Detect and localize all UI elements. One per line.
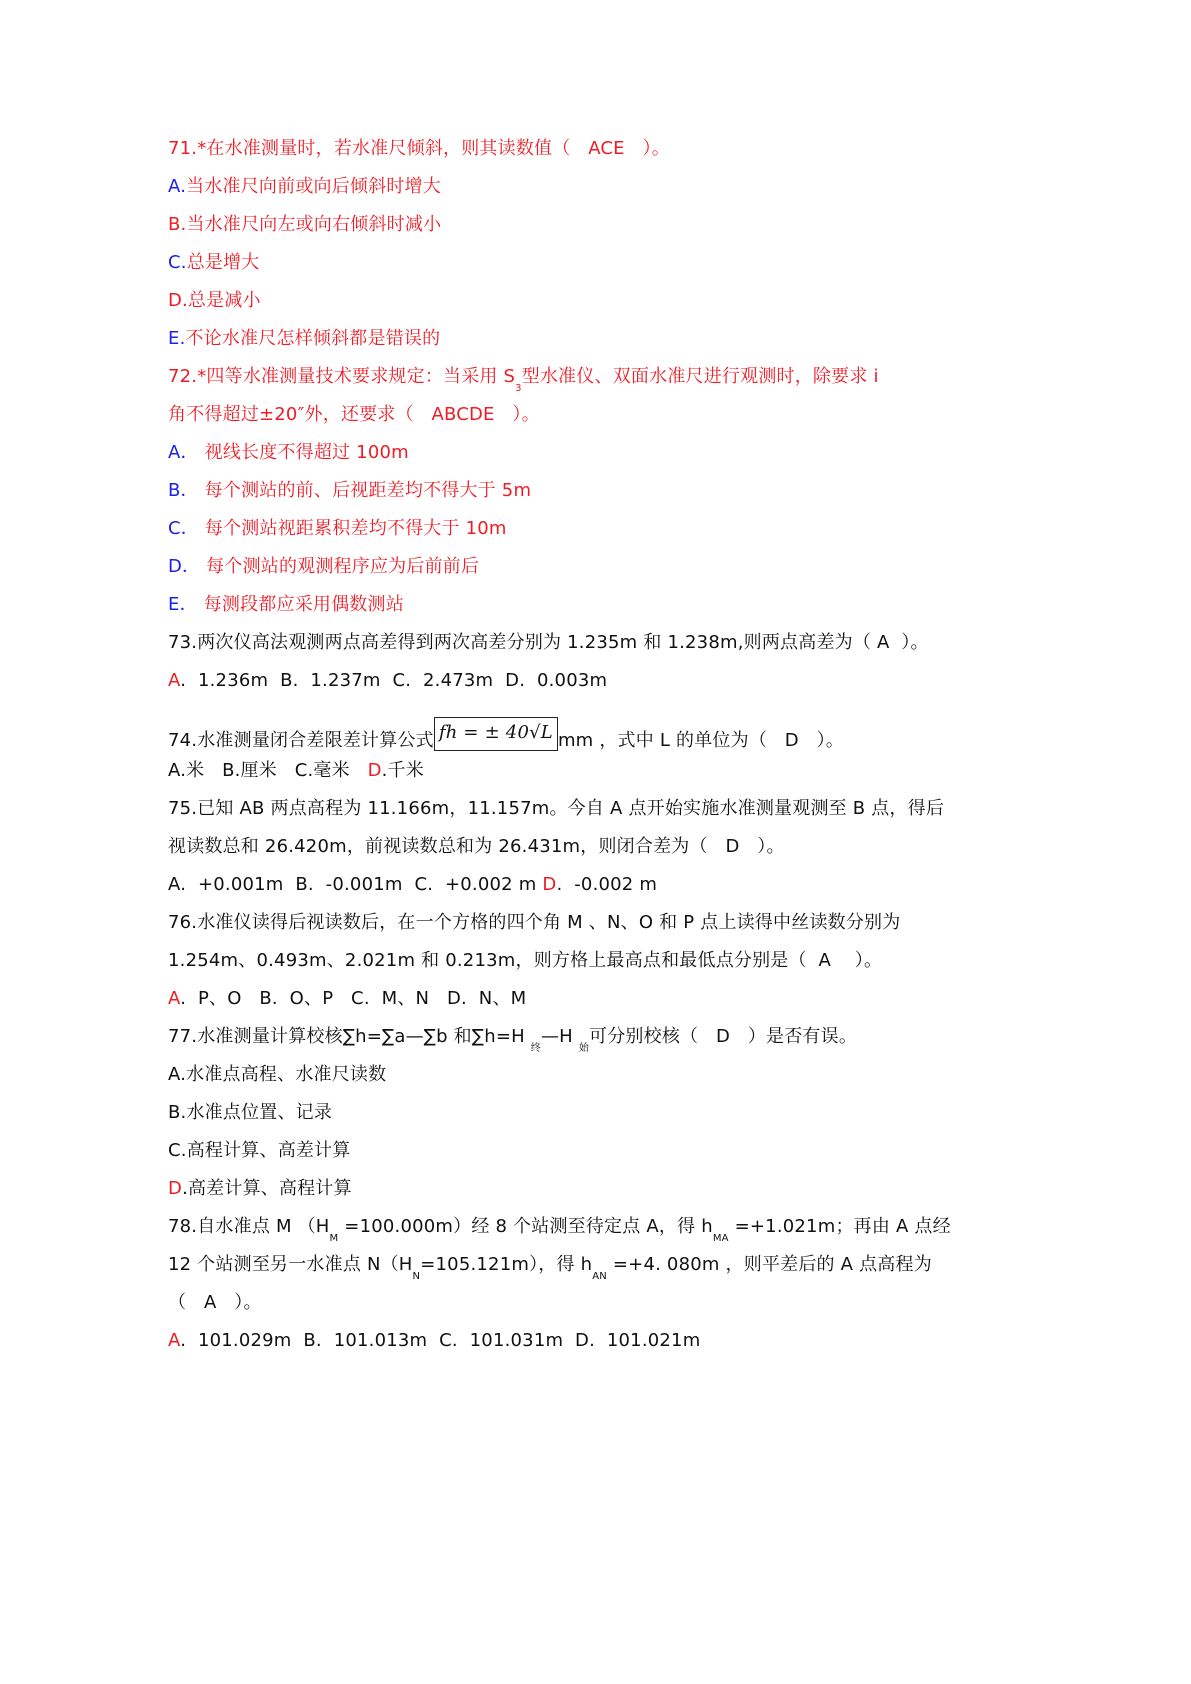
subscript: AN (592, 1271, 607, 1282)
text-line (168, 213, 1028, 251)
text-segment: A.米 B.厘米 C.毫米 (168, 760, 368, 781)
text-segment: .高差计算、高程计算 (182, 1178, 352, 1199)
text-line (168, 441, 1028, 479)
text-line (168, 175, 1028, 213)
text-line (168, 1329, 1028, 1367)
subscript: M (329, 1233, 339, 1244)
text-line (168, 403, 1028, 441)
text-segment: .千米 (381, 760, 424, 781)
text-segment: 1.254m、0.493m、2.021m 和 0.213m，则方格上最高点和最低点分别是（ A ）。 (168, 950, 883, 971)
text-segment: E. (168, 328, 186, 349)
text-line (168, 797, 1028, 835)
text-segment: 76.水准仪读得后视读数后，在一个方格的四个角 M 、N、O 和 P 点上读得中丝读数分别为 (168, 912, 901, 933)
text-line (168, 1177, 1028, 1215)
text-segment: B． (168, 480, 199, 501)
text-segment: 当水准尺向前或向后倾斜时增大 (186, 176, 441, 197)
text-segment: D (542, 874, 557, 895)
text-line (168, 479, 1028, 517)
text-line (168, 593, 1028, 631)
text-segment: . -0.002 m (556, 874, 658, 895)
text-segment: A (168, 988, 181, 1009)
text-segment: D (168, 1178, 183, 1199)
text-segment: =+1.021m；再由 A 点经 (728, 1216, 951, 1237)
text-line (168, 1215, 1028, 1253)
text-segment: 74.水准测量闭合差限差计算公式 (168, 730, 434, 751)
subscript: 3 (515, 383, 522, 394)
text-segment: B.水准点位置、记录 (168, 1102, 333, 1123)
text-segment: A. +0.001m B. -0.001m C. +0.002 m (168, 874, 543, 895)
text-segment: A (168, 670, 181, 691)
text-segment: =100.000m）经 8 个站测至待定点 A，得 h (338, 1216, 713, 1237)
text-segment: =+4. 080m ，则平差后的 A 点高程为 (606, 1254, 932, 1275)
text-line (168, 911, 1028, 949)
text-segment: C.高程计算、高差计算 (168, 1140, 351, 1161)
text-segment: 视读数总和 26.420m，前视读数总和为 26.431m，则闭合差为（ D ）。 (168, 836, 785, 857)
text-line (168, 517, 1028, 555)
text-line (168, 555, 1028, 593)
document-body (168, 137, 1028, 1367)
text-segment: 78.自水准点 M （H (168, 1216, 330, 1237)
text-line (168, 987, 1028, 1025)
text-line (168, 365, 1028, 403)
text-line (168, 759, 1028, 797)
text-segment: =105.121m），得 h (420, 1254, 593, 1275)
text-segment: B.当水准尺向左或向右倾斜时减小 (168, 214, 442, 235)
text-segment: A (168, 1330, 181, 1351)
text-segment: 72.*四等水准测量技术要求规定：当采用 S (168, 366, 516, 387)
text-line (168, 327, 1028, 365)
text-line (168, 1253, 1028, 1291)
formula-box: fh = ± 40√L (434, 717, 558, 751)
text-line (168, 1101, 1028, 1139)
text-line (168, 1025, 1028, 1063)
text-line (168, 631, 1028, 669)
text-segment: 视线长度不得超过 100m (198, 442, 409, 463)
text-segment: C. (168, 252, 187, 273)
text-segment: D.总是减小 (168, 290, 261, 311)
subscript: N (412, 1271, 421, 1282)
text-segment: D (367, 760, 382, 781)
text-line (168, 251, 1028, 289)
text-segment: 不论水准尺怎样倾斜都是错误的 (185, 328, 441, 349)
text-segment: 每测段都应采用偶数测站 (197, 594, 404, 615)
text-segment: （ A ）。 (168, 1292, 262, 1313)
text-segment: . 101.029m B. 101.013m C. 101.031m D. 101.021m (180, 1330, 701, 1351)
text-line (168, 289, 1028, 327)
text-line (168, 873, 1028, 911)
text-segment: 可分别校核（ D ）是否有误。 (589, 1026, 858, 1047)
text-line (168, 717, 1028, 759)
text-segment: A.水准点高程、水准尺读数 (168, 1064, 387, 1085)
text-segment: . 1.236m B. 1.237m C. 2.473m D. 0.003m (180, 670, 608, 691)
text-segment: 型水准仪、双面水准尺进行观测时，除要求 i (521, 366, 879, 387)
text-line (168, 137, 1028, 175)
text-segment: C． (168, 518, 199, 539)
text-segment: 总是增大 (186, 252, 260, 273)
text-line (168, 1291, 1028, 1329)
text-segment: 73.两次仪高法观测两点高差得到两次高差分别为 1.235m 和 1.238m,则两点高差为（ A ）。 (168, 632, 929, 653)
text-segment: D． (168, 556, 201, 577)
text-segment: 角不得超过±20″外，还要求（ ABCDE ）。 (168, 404, 540, 425)
text-segment: 77.水准测量计算校核∑h=∑a—∑b 和∑h=H (168, 1026, 531, 1047)
text-segment: E． (168, 594, 198, 615)
text-segment: A. (168, 176, 187, 197)
subscript: 终 (530, 1043, 541, 1054)
subscript: 始 (578, 1043, 590, 1054)
text-segment: 75.已知 AB 两点高程为 11.166m，11.157m。今自 A 点开始实施水准测量观测至 B 点，得后 (168, 798, 945, 819)
text-line (168, 1139, 1028, 1177)
text-segment: 71.*在水准测量时，若水准尺倾斜，则其读数值（ ACE ）。 (168, 138, 670, 159)
text-segment: 每个测站视距累积差均不得大于 10m (198, 518, 507, 539)
text-segment: . P、O B. O、P C. M、N D. N、M (180, 988, 527, 1009)
text-segment: 12 个站测至另一水准点 N（H (168, 1254, 413, 1275)
text-segment: 每个测站的前、后视距差均不得大于 5m (198, 480, 532, 501)
text-segment: —H (540, 1026, 579, 1047)
text-segment: A． (168, 442, 199, 463)
subscript: MA (712, 1233, 729, 1244)
text-segment: 每个测站的观测程序应为后前前后 (200, 556, 480, 577)
text-segment: mm ，式中 L 的单位为（ D ）。 (557, 730, 845, 751)
text-line (168, 669, 1028, 707)
text-line (168, 949, 1028, 987)
text-line (168, 835, 1028, 873)
text-line (168, 1063, 1028, 1101)
